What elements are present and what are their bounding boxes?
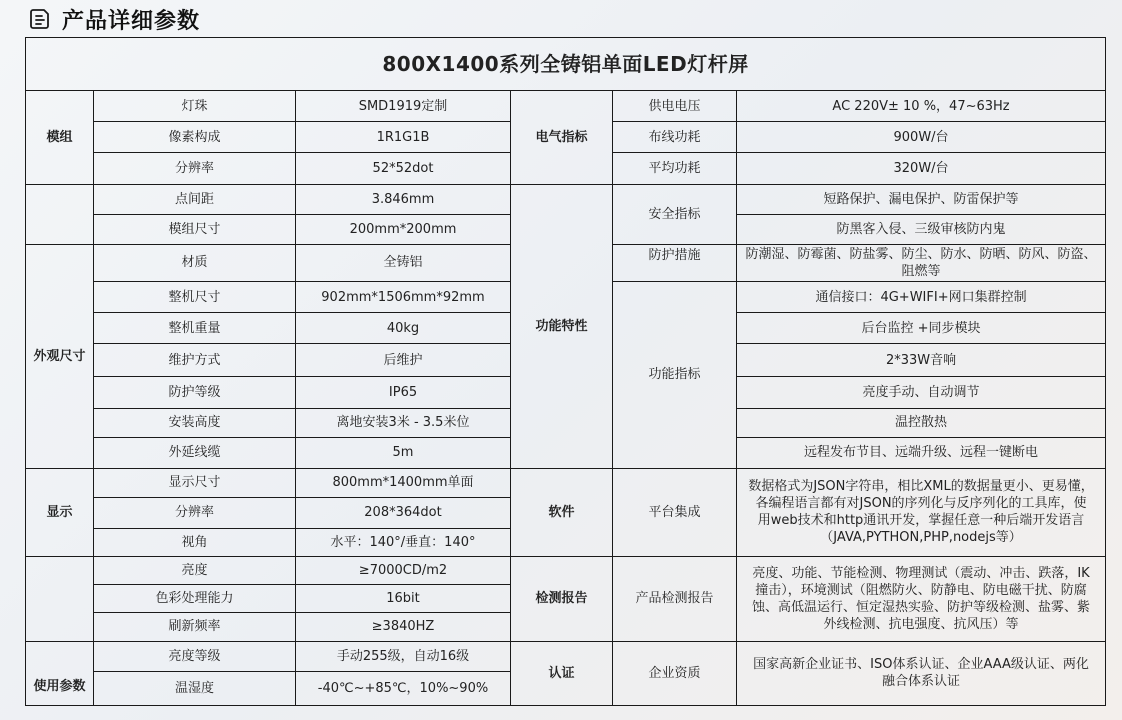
document-icon — [28, 7, 52, 31]
param-label: 防护措施 — [613, 244, 737, 281]
param-label: 色彩处理能力 — [94, 585, 296, 613]
param-label: 平台集成 — [613, 468, 737, 556]
param-label: 安全指标 — [613, 184, 737, 244]
category-appearance: 外观尺寸 — [26, 244, 94, 468]
param-label: 亮度 — [94, 557, 296, 585]
category-display: 显示 — [26, 468, 94, 556]
category-module-cont — [26, 184, 94, 244]
param-value: 16bit — [296, 585, 511, 613]
param-label: 显示尺寸 — [94, 468, 296, 497]
param-label: 刷新频率 — [94, 613, 296, 641]
table-caption: 800X1400系列全铸铝单面LED灯杆屏 — [26, 38, 1106, 91]
category-features: 功能特性 — [511, 184, 613, 468]
param-value: IP65 — [296, 377, 511, 408]
param-value: 900W/台 — [737, 122, 1106, 153]
param-label: 安装高度 — [94, 408, 296, 437]
param-value: 亮度手动、自动调节 — [737, 377, 1106, 408]
category-testing: 检测报告 — [511, 557, 613, 641]
param-label: 亮度等级 — [94, 641, 296, 671]
param-label: 分辨率 — [94, 497, 296, 528]
param-label: 灯珠 — [94, 91, 296, 122]
param-label: 像素构成 — [94, 122, 296, 153]
param-label: 供电电压 — [613, 91, 737, 122]
param-value: 后台监控 +同步模块 — [737, 313, 1106, 344]
category-electrical: 电气指标 — [511, 91, 613, 184]
param-value: 手动255级，自动16级 — [296, 641, 511, 671]
category-software: 软件 — [511, 468, 613, 556]
param-label: 外延线缆 — [94, 437, 296, 468]
param-value: 1R1G1B — [296, 122, 511, 153]
param-label: 整机重量 — [94, 313, 296, 344]
param-value: 防潮湿、防霉菌、防盐雾、防尘、防水、防晒、防风、防盗、 阻燃等 — [737, 244, 1106, 281]
param-value: 防黑客入侵、三级审核防内鬼 — [737, 214, 1106, 244]
param-value: SMD1919定制 — [296, 91, 511, 122]
param-label: 模组尺寸 — [94, 214, 296, 244]
category-module: 模组 — [26, 91, 94, 184]
param-label: 整机尺寸 — [94, 282, 296, 313]
param-value: ≥7000CD/m2 — [296, 557, 511, 585]
param-value: 远程发布节目、远端升级、远程一键断电 — [737, 437, 1106, 468]
param-value: 数据格式为JSON字符串，相比XML的数据量更小、更易懂， 各编程语言都有对JSON的序列化与反序列化的工具库，使 用web技术和http通讯开发，掌握任意一种后端开发语言 （JAVA,PYTHON,PHP,nodejs等） — [737, 468, 1106, 556]
category-display-cont — [26, 557, 94, 641]
param-value: 52*52dot — [296, 153, 511, 184]
param-label: 维护方式 — [94, 344, 296, 377]
param-value: 亮度、功能、节能检测、物理测试（震动、冲击、跌落，IK 撞击），环境测试（阻燃防火、防静电、防电磁干扰、防腐 蚀、高低温运行、恒定湿热实验、防护等级检测、盐雾、紫 外线检测、抗电强度、抗风压）等 — [737, 557, 1106, 641]
param-value: 国家高新企业证书、ISO体系认证、企业AAA级认证、两化 融合体系认证 — [737, 641, 1106, 705]
category-usage: 使用参数 — [26, 641, 94, 705]
page-header — [28, 4, 200, 34]
param-value: 208*364dot — [296, 497, 511, 528]
param-label: 视角 — [94, 529, 296, 557]
param-value: 短路保护、漏电保护、防雷保护等 — [737, 184, 1106, 214]
param-value: 温控散热 — [737, 408, 1106, 437]
page-title: 产品详细参数 — [62, 8, 201, 34]
param-value: 902mm*1506mm*92mm — [296, 282, 511, 313]
param-label: 温湿度 — [94, 671, 296, 705]
param-value: 通信接口：4G+WIFI+网口集群控制 — [737, 282, 1106, 313]
param-value: 320W/台 — [737, 153, 1106, 184]
param-label: 布线功耗 — [613, 122, 737, 153]
param-value: 5m — [296, 437, 511, 468]
param-value: 200mm*200mm — [296, 214, 511, 244]
param-value: 全铸铝 — [296, 244, 511, 281]
param-value: 800mm*1400mm单面 — [296, 468, 511, 497]
param-label: 企业资质 — [613, 641, 737, 705]
param-value: 后维护 — [296, 344, 511, 377]
param-label: 防护等级 — [94, 377, 296, 408]
param-value: 离地安装3米 - 3.5米位 — [296, 408, 511, 437]
param-label: 分辨率 — [94, 153, 296, 184]
param-label: 产品检测报告 — [613, 557, 737, 641]
param-label: 功能指标 — [613, 282, 737, 469]
spec-table — [25, 37, 1106, 706]
param-value: 3.846mm — [296, 184, 511, 214]
param-label: 点间距 — [94, 184, 296, 214]
param-label: 材质 — [94, 244, 296, 281]
param-value: 40kg — [296, 313, 511, 344]
param-value: AC 220V± 10 %，47~63Hz — [737, 91, 1106, 122]
category-certification: 认证 — [511, 641, 613, 705]
param-value: 水平：140°/垂直：140° — [296, 529, 511, 557]
spec-table-wrapper — [25, 37, 1105, 706]
param-value: ≥3840HZ — [296, 613, 511, 641]
param-label: 平均功耗 — [613, 153, 737, 184]
param-value: 2*33W音响 — [737, 344, 1106, 377]
param-value: -40℃~+85℃，10%~90% — [296, 671, 511, 705]
